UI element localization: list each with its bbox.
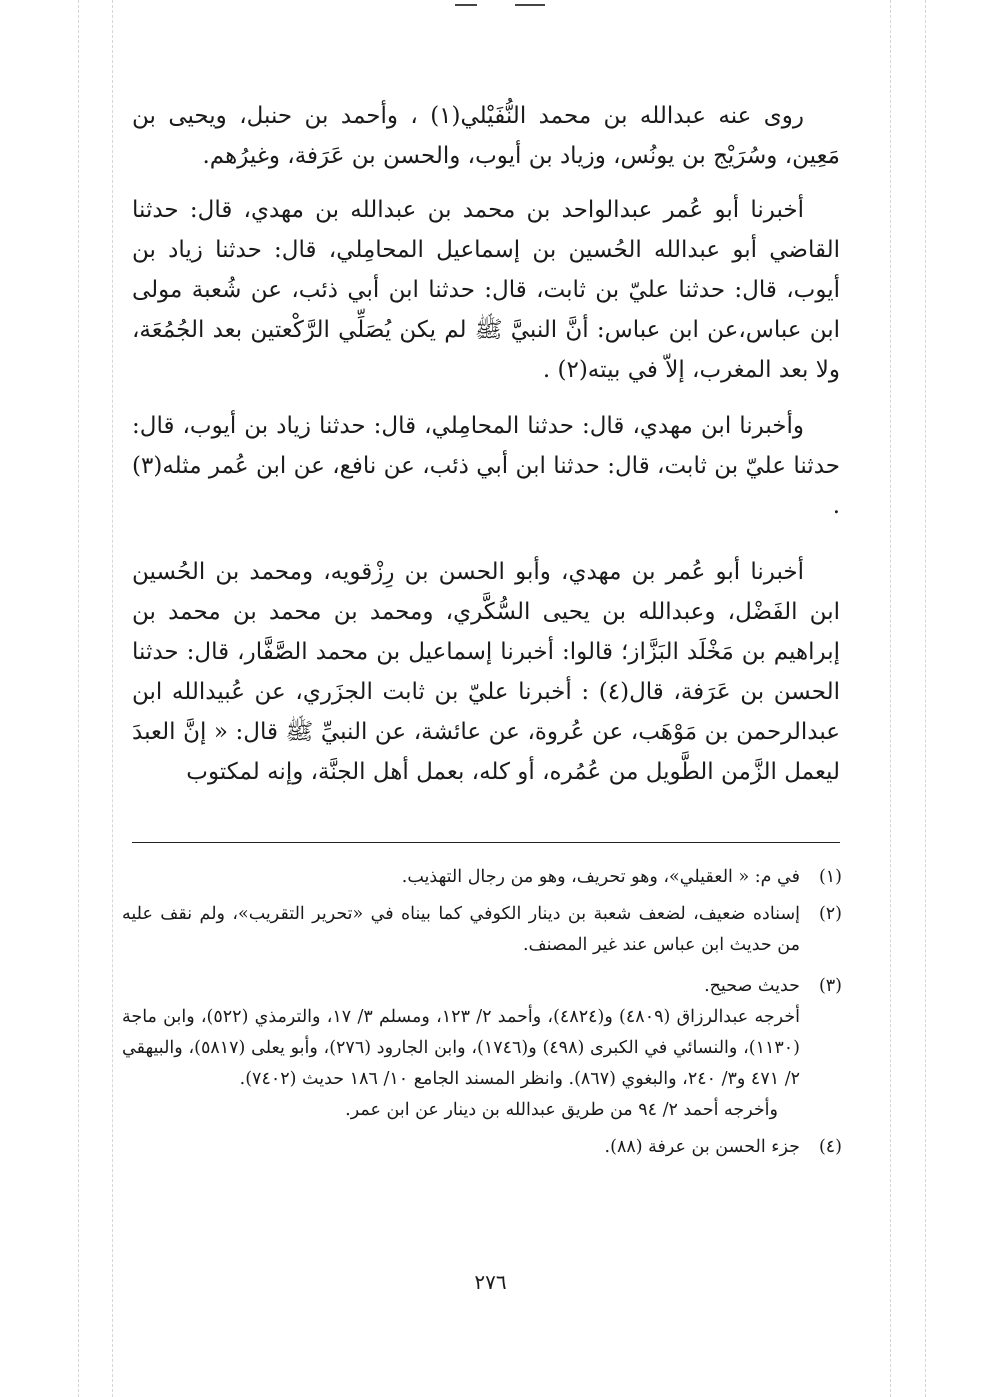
footnote-divider: [132, 842, 840, 843]
footnote-number: (٤): [818, 1137, 842, 1157]
footnote-text: حديث صحيح.: [704, 976, 800, 996]
footnote-text: في م: « العقيلي»، وهو تحريف، وهو من رجال التهذيب.: [401, 867, 800, 887]
footnote: [122, 971, 842, 1126]
paragraph: روى عنه عبدالله بن محمد النُّفَيْلي(١) ، وأحمد بن حنبل، ويحيى بن مَعِين، وسُرَيْج بن يونُس، وزياد بن أيوب، والحسن بن عَرَفة، وغيرُهم.: [132, 103, 840, 169]
footnote: [122, 899, 842, 961]
footnote-text: وأخرجه أحمد ٢/ ٩٤ من طريق عبدالله بن دينار عن ابن عمر.: [345, 1100, 778, 1120]
scan-artifact-line: [78, 0, 79, 1397]
paragraph: وأخبرنا ابن مهدي، قال: حدثنا المحامِلي، قال: حدثنا زياد بن أيوب، قال: حدثنا عليّ بن ثابت، قال: حدثنا ابن أبي ذئب، عن نافع، عن ابن عُمر مثله(٣) .: [132, 413, 840, 519]
scan-artifact-mark: [515, 4, 545, 6]
page-number: ٢٧٦: [474, 1270, 507, 1294]
scan-artifact-line: [112, 0, 113, 1397]
footnote-text: أخرجه عبدالرزاق (٤٨٠٩) و(٤٨٢٤)، وأحمد ٢/ ١٢٣، ومسلم ٣/ ١٧، والترمذي (٥٢٢)، وابن ماجة (١١٣٠)، والنسائي في الكبرى (٤٩٨) و(١٧٤٦)، وابن الجارود (٢٧٦)، وأبو يعلى (٥٨١٧)، والبيهقي ٢/ ٤٧١ و٣/ ٢٤٠، والبغوي (٨٦٧). وانظر المسند الجامع ١٠/ ١٨٦ حديث (٧٤٠٢).: [122, 1007, 800, 1089]
footnote-text: جزء الحسن بن عرفة (٨٨).: [604, 1137, 800, 1157]
footnote-text: إسناده ضعيف، لضعف شعبة بن دينار الكوفي كما بيناه في «تحرير التقريب»، ولم نقف عليه من حديث ابن عباس عند غير المصنف.: [122, 904, 800, 955]
footnote-number: (٣): [818, 976, 842, 996]
scan-artifact-mark: [455, 4, 477, 6]
paragraph: أخبرنا أبو عُمر عبدالواحد بن محمد بن عبدالله بن مهدي، قال: حدثنا القاضي أبو عبدالله الحُسين بن إسماعيل المحامِلي، قال: حدثنا زياد بن أيوب، قال: حدثنا عليّ بن ثابت، قال: حدثنا ابن أبي ذئب، عن شُعبة مولى ابن عباس،عن ابن عباس: أنَّ النبيَّ ﷺ لم يكن يُصَلِّي الرَّكْعتين بعد الجُمُعَة، ولا بعد المغرب، إلاّ في بيته(٢) .: [132, 197, 840, 383]
footnote: [122, 862, 842, 893]
footnote: [122, 1132, 842, 1163]
main-text: [132, 96, 840, 792]
scan-artifact-line: [890, 0, 891, 1397]
footnotes: [122, 862, 842, 1169]
paragraph: أخبرنا أبو عُمر بن مهدي، وأبو الحسن بن رِزْقويه، ومحمد بن الحُسين ابن الفَضْل، وعبدالله بن يحيى السُّكَّري، ومحمد بن محمد بن محمد بن إبراهيم بن مَخْلَد البَزَّاز؛ قالوا: أخبرنا إسماعيل بن محمد الصَّفَّار، قال: حدثنا الحسن بن عَرَفة، قال(٤) : أخبرنا عليّ بن ثابت الجزَري، عن عُبيدالله ابن عبدالرحمن بن مَوْهَب، عن عُروة، عن عائشة، عن النبيِّ ﷺ قال: « إنَّ العبدَ ليعمل الزَّمن الطَّويل من عُمُره، أو كله، بعمل أهل الجنَّة، وإنه لمكتوب: [132, 559, 840, 785]
footnote-number: (١): [818, 867, 842, 887]
footnote-number: (٢): [818, 904, 842, 924]
scan-artifact-line: [925, 0, 926, 1397]
